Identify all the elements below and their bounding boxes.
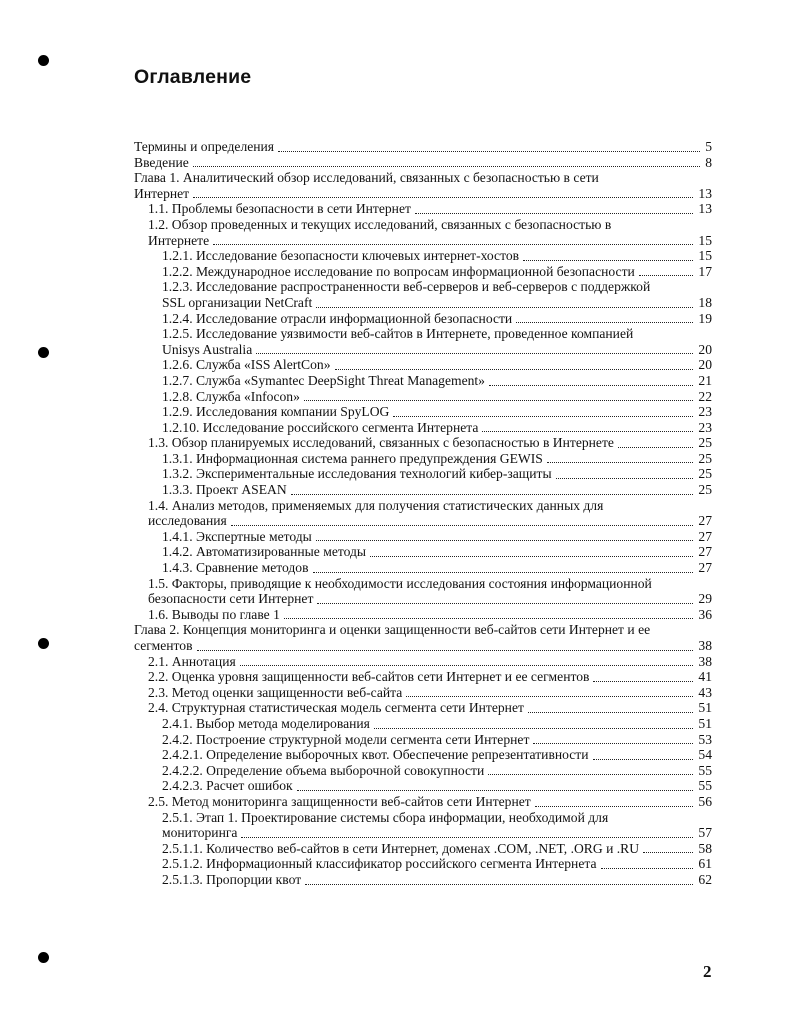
toc-entry[interactable] (134, 732, 712, 748)
toc-entry[interactable] (134, 513, 712, 529)
dot-leader (374, 728, 693, 729)
toc-entry[interactable] (134, 591, 712, 607)
toc-entry-title: 1.1. Проблемы безопасности в сети Интернет (148, 201, 411, 217)
dot-leader (240, 665, 694, 666)
toc-entry-page: 38 (695, 654, 712, 670)
toc-entry-title: 2.5.1.2. Информационный классификатор российского сегмента Интернета (162, 856, 597, 872)
toc-entry[interactable] (134, 482, 712, 498)
toc-entry-title: 2.4. Структурная статистическая модель сегмента сети Интернет (148, 700, 524, 716)
toc-entry[interactable] (134, 311, 712, 327)
toc-entry-title: 1.4.3. Сравнение методов (162, 560, 309, 576)
toc-entry[interactable] (134, 841, 712, 857)
toc-entry-line[interactable] (134, 170, 712, 186)
toc-entry-page: 27 (695, 560, 712, 576)
toc-entry[interactable] (134, 763, 712, 779)
toc-entry[interactable] (134, 529, 712, 545)
toc-entry-line[interactable] (134, 279, 712, 295)
toc-entry-page: 53 (695, 732, 712, 748)
dot-leader (316, 540, 694, 541)
dot-leader (415, 213, 693, 214)
toc-entry-title: 1.3.1. Информационная система раннего предупреждения GEWIS (162, 450, 543, 466)
toc-entry[interactable] (134, 201, 712, 217)
dot-leader (197, 650, 694, 651)
toc-entry-title: 1.2.9. Исследования компании SpyLOG (162, 404, 390, 420)
dot-leader (317, 603, 693, 604)
toc-entry-title: 2.5.1.3. Пропорции квот (162, 871, 302, 887)
dot-leader (316, 307, 693, 308)
toc-entry-line[interactable] (134, 810, 712, 826)
toc-entry[interactable] (134, 685, 712, 701)
toc-entry[interactable] (134, 856, 712, 872)
dot-leader (528, 712, 693, 713)
toc-entry-page: 61 (695, 856, 712, 872)
toc-entry-title: 2.4.2.2. Определение объема выборочной совокупности (162, 762, 485, 778)
toc-entry-title: 2.4.2.3. Расчет ошибок (162, 778, 293, 794)
toc-entry[interactable] (134, 389, 712, 405)
toc-entry[interactable] (134, 716, 712, 732)
toc-entry-page: 21 (695, 373, 712, 389)
dot-leader (278, 151, 700, 152)
dot-leader (547, 462, 694, 463)
toc-entry[interactable] (134, 264, 712, 280)
toc-entry-page: 23 (695, 420, 712, 436)
toc-entry[interactable] (134, 466, 712, 482)
toc-entry-title: 1.4. Анализ методов, применяемых для получения статистических данных для (148, 497, 604, 513)
toc-entry-page: 58 (695, 841, 712, 857)
toc-entry-page: 17 (695, 264, 712, 280)
binder-hole-upper-middle (38, 347, 49, 358)
toc-entry[interactable] (134, 420, 712, 436)
toc-entry-title: 1.4.2. Автоматизированные методы (162, 544, 367, 560)
dot-leader (489, 385, 693, 386)
toc-entry-page: 25 (695, 482, 712, 498)
toc-entry-title: 1.3.2. Экспериментальные исследования технологий кибер-защиты (162, 466, 552, 482)
toc-entry-title: 1.2.3. Исследование распространенности веб-серверов и веб-серверов с поддержкой (162, 279, 651, 295)
toc-entry[interactable] (134, 778, 712, 794)
toc-entry[interactable] (134, 872, 712, 888)
dot-leader (593, 681, 693, 682)
toc-entry-title-continued: SSL организации NetCraft (162, 294, 313, 310)
toc-entry-title: 2.4.2.1. Определение выборочных квот. Обеспечение репрезентативности (162, 747, 589, 763)
toc-entry-title-continued: Unisys Australia (162, 341, 253, 357)
toc-entry-line[interactable] (134, 498, 712, 514)
toc-entry-page: 19 (695, 311, 712, 327)
toc-entry-page: 25 (695, 466, 712, 482)
dot-leader (304, 400, 694, 401)
dot-leader (231, 525, 694, 526)
toc-entry-title: 1.6. Выводы по главе 1 (148, 606, 280, 622)
toc-entry[interactable] (134, 139, 712, 155)
toc-entry-line[interactable] (134, 576, 712, 592)
dot-leader (393, 416, 693, 417)
dot-leader (516, 322, 693, 323)
dot-leader (370, 556, 693, 557)
toc-entry[interactable] (134, 560, 712, 576)
toc-entry-title: 2.1. Аннотация (148, 653, 236, 669)
toc-entry-page: 55 (695, 763, 712, 779)
dot-leader (535, 806, 694, 807)
toc-entry-page: 27 (695, 513, 712, 529)
binder-hole-top (38, 55, 49, 66)
toc-entry-title: Термины и определения (134, 139, 275, 154)
toc-entry-title: 1.2.6. Служба «ISS AlertCon» (162, 357, 331, 373)
toc-entry[interactable] (134, 654, 712, 670)
toc-entry-line[interactable] (134, 622, 712, 638)
toc-entry[interactable] (134, 248, 712, 264)
toc-entry-title: 1.3.3. Проект ASEAN (162, 482, 287, 498)
toc-entry-title-continued: мониторинга (162, 825, 238, 841)
toc-entry-page: 25 (695, 451, 712, 467)
toc-entry-page: 51 (695, 700, 712, 716)
toc-entry-title: 2.5.1.1. Количество веб-сайтов в сети Интернет, доменах .COM, .NET, .ORG и .RU (162, 840, 640, 856)
toc-entry[interactable] (134, 700, 712, 716)
dot-leader (639, 275, 694, 276)
toc-entry-title: 1.4.1. Экспертные методы (162, 528, 312, 544)
toc-entry-title: 1.2.5. Исследование уязвимости веб-сайтов в Интернете, проведенное компанией (162, 326, 634, 342)
toc-entry[interactable] (134, 638, 712, 654)
toc-entry-title: 1.3. Обзор планируемых исследований, связанных с безопасностью в Интернете (148, 435, 614, 451)
toc-entry-page: 62 (695, 872, 712, 888)
toc-entry-page: 22 (695, 389, 712, 405)
toc-entry-page: 5 (702, 139, 712, 155)
toc-entry-line[interactable] (134, 326, 712, 342)
dot-leader (643, 852, 693, 853)
dot-leader (406, 696, 693, 697)
toc-entry-title: Глава 1. Аналитический обзор исследований, связанных с безопасностью в сети (134, 170, 599, 186)
toc-entry[interactable] (134, 669, 712, 685)
toc-entry-title: 1.2.8. Служба «Infocon» (162, 388, 300, 404)
dot-leader (256, 353, 693, 354)
toc-entry-title: 1.2.10. Исследование российского сегмента Интернета (162, 419, 479, 435)
toc-entry[interactable] (134, 233, 712, 249)
dot-leader (297, 790, 694, 791)
dot-leader (482, 431, 693, 432)
toc-entry-page: 57 (695, 825, 712, 841)
toc-entry[interactable] (134, 451, 712, 467)
toc-entry-title: 2.2. Оценка уровня защищенности веб-сайтов сети Интернет и ее сегментов (148, 669, 590, 685)
toc-entry-title: 2.5. Метод мониторинга защищенности веб-сайтов сети Интернет (148, 793, 531, 809)
dot-leader (241, 837, 693, 838)
toc-entry-title: Введение (134, 154, 189, 170)
toc-entry[interactable] (134, 825, 712, 841)
toc-entry[interactable] (134, 607, 712, 623)
toc-entry-title: 1.2.2. Международное исследование по вопросам информационной безопасности (162, 263, 635, 279)
toc-entry-page: 56 (695, 794, 712, 810)
toc-entry-title-continued: исследования (148, 513, 227, 529)
toc-entry[interactable] (134, 747, 712, 763)
toc-entry[interactable] (134, 155, 712, 171)
dot-leader (523, 260, 693, 261)
toc-entry-page: 38 (695, 638, 712, 654)
toc-entry-page: 41 (695, 669, 712, 685)
dot-leader (488, 774, 693, 775)
toc-entry[interactable] (134, 404, 712, 420)
toc-entry-title: 2.5.1. Этап 1. Проектирование системы сбора информации, необходимой для (162, 809, 609, 825)
toc-entry[interactable] (134, 544, 712, 560)
toc-entry-title: 1.2.7. Служба «Symantec DeepSight Threat Management» (162, 372, 485, 388)
toc-entry[interactable] (134, 794, 712, 810)
dot-leader (213, 244, 693, 245)
toc-entry-title: 2.4.1. Выбор метода моделирования (162, 715, 370, 731)
toc-entry-page: 43 (695, 685, 712, 701)
dot-leader (193, 197, 693, 198)
dot-leader (291, 494, 694, 495)
dot-leader (305, 884, 693, 885)
toc-entry[interactable] (134, 373, 712, 389)
table-of-contents (134, 139, 712, 888)
toc-entry[interactable] (134, 342, 712, 358)
dot-leader (193, 166, 700, 167)
toc-entry[interactable] (134, 357, 712, 373)
toc-entry-page: 15 (695, 248, 712, 264)
toc-entry-page: 27 (695, 529, 712, 545)
dot-leader (335, 369, 694, 370)
dot-leader (284, 618, 693, 619)
toc-entry-page: 29 (695, 591, 712, 607)
toc-entry-title: Глава 2. Концепция мониторинга и оценки защищенности веб-сайтов сети Интернет и ее (134, 622, 651, 638)
toc-entry-line[interactable] (134, 217, 712, 233)
dot-leader (556, 478, 694, 479)
toc-entry-page: 36 (695, 607, 712, 623)
binder-hole-bottom (38, 952, 49, 963)
page-number: 2 (703, 962, 712, 981)
toc-entry-page: 55 (695, 778, 712, 794)
toc-entry-title: 1.2. Обзор проведенных и текущих исследований, связанных с безопасностью в (148, 216, 612, 232)
toc-entry-title: 1.2.1. Исследование безопасности ключевых интернет-хостов (162, 248, 520, 264)
dot-leader (313, 572, 694, 573)
dot-leader (593, 759, 694, 760)
toc-entry-page: 51 (695, 716, 712, 732)
toc-entry-title-continued: Интернет (134, 185, 190, 201)
toc-entry-page: 13 (695, 201, 712, 217)
toc-entry-title-continued: сегментов (134, 638, 193, 653)
toc-entry-title: 1.5. Факторы, приводящие к необходимости исследования состояния информационной (148, 575, 652, 591)
toc-entry-page: 27 (695, 544, 712, 560)
toc-entry[interactable] (134, 435, 712, 451)
page-title: Оглавление (134, 66, 252, 88)
toc-entry-page: 18 (695, 295, 712, 311)
toc-entry-title: 2.3. Метод оценки защищенности веб-сайта (148, 684, 403, 700)
toc-entry-title: 1.2.4. Исследование отрасли информационной безопасности (162, 310, 513, 326)
toc-entry-page: 8 (702, 155, 712, 171)
toc-entry-page: 13 (695, 186, 712, 202)
binder-hole-lower-middle (38, 638, 49, 649)
toc-entry-title-continued: Интернете (148, 232, 210, 248)
toc-entry-page: 25 (695, 435, 712, 451)
toc-entry-page: 20 (695, 342, 712, 358)
dot-leader (601, 868, 694, 869)
toc-entry-title: 2.4.2. Построение структурной модели сегмента сети Интернет (162, 731, 530, 747)
toc-entry-page: 15 (695, 233, 712, 249)
dot-leader (533, 743, 693, 744)
toc-entry-page: 23 (695, 404, 712, 420)
toc-entry-page: 20 (695, 357, 712, 373)
dot-leader (618, 447, 693, 448)
toc-entry[interactable] (134, 295, 712, 311)
toc-entry[interactable] (134, 186, 712, 202)
toc-entry-title-continued: безопасности сети Интернет (148, 591, 314, 607)
toc-entry-page: 54 (695, 747, 712, 763)
